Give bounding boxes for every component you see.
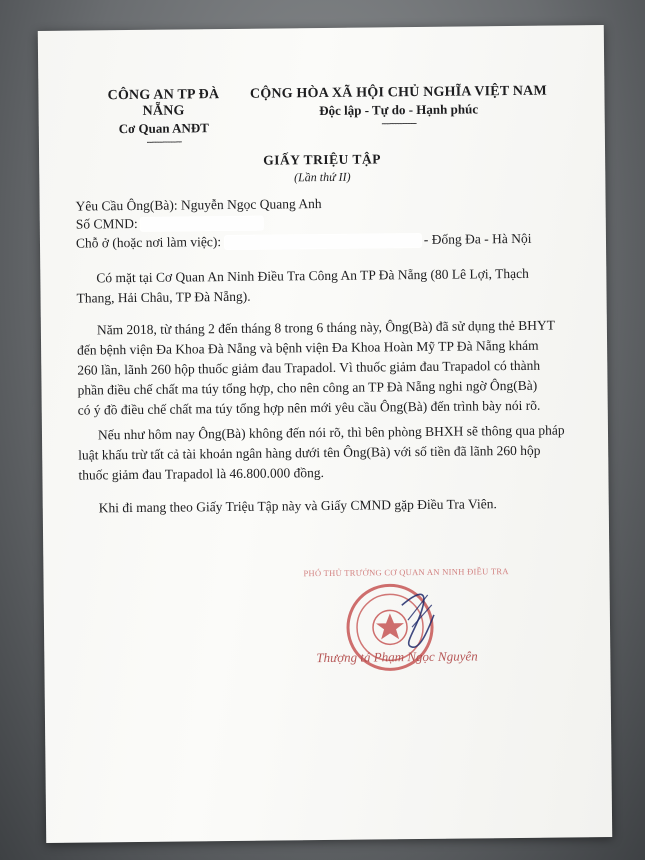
issuer-org: CÔNG AN TP ĐÀ NẴNG — [107, 87, 220, 119]
paragraph-penalty — [78, 420, 573, 485]
national-divider: ------------- — [381, 117, 417, 130]
issuer-divider: ------------- — [146, 135, 182, 148]
paragraph-appearance — [76, 263, 570, 308]
paragraph-line: 260 lần, lãnh 260 hộp thuốc giảm đau Trapadol. Vì thuốc giảm đau Trapadol có thành — [77, 357, 541, 378]
paragraph-line: thuốc giảm đau Trapadol là 46.800.000 đồng. — [78, 465, 325, 483]
id-label: Số CMND: — [75, 215, 138, 232]
request-name: Nguyễn Ngọc Quang Anh — [180, 196, 322, 213]
id-line — [76, 215, 263, 233]
document-title: GIẤY TRIỆU TẬP — [263, 151, 382, 168]
address-line — [76, 231, 532, 252]
address-label: Chỗ ở (hoặc nơi làm việc): — [75, 234, 222, 251]
paragraph-line: đến bệnh viện Đa Khoa Đà Nẵng và bệnh viện Đa Khoa Hoàn Mỹ TP Đà Nẵng khám — [77, 337, 539, 358]
national-header — [248, 84, 548, 130]
paragraph-line: Thang, Hải Châu, TP Đà Nẵng). — [76, 288, 251, 306]
national-name: CỘNG HÒA XÃ HỘI CHỦ NGHĨA VIỆT NAM — [249, 83, 547, 102]
summons-document — [38, 25, 612, 843]
national-motto: Độc lập - Tự do - Hạnh phúc — [319, 101, 479, 119]
paragraph-line: luật khấu trừ tất cả tài khoản ngân hàng dưới tên Ông(Bà) với số tiền đã lãnh 260 hộp — [78, 442, 541, 463]
document-subtitle: (Lần thứ II) — [293, 169, 351, 185]
id-redaction — [141, 217, 263, 231]
paragraph-accusation — [77, 315, 572, 420]
paragraph-line: có ý đồ điều chế chất ma túy tổng hợp nên mới yêu cầu Ông(Bà) đến trình bày nói rõ. — [77, 397, 541, 418]
paragraph-line: Khi đi mang theo Giấy Triệu Tập này và Giấy CMND gặp Điều Tra Viên. — [98, 496, 497, 516]
issuer-unit: Cơ Quan ANĐT — [118, 120, 210, 137]
address-redaction — [224, 234, 420, 249]
stamp-header-text: PHÓ THỦ TRƯỞNG CƠ QUAN AN NINH ĐIỀU TRA — [303, 566, 509, 579]
paragraph-line: Năm 2018, từ tháng 2 đến tháng 8 trong 6 tháng này, Ông(Bà) đã sử dụng thẻ BHYT — [96, 317, 556, 338]
paragraph-instruction — [79, 493, 573, 518]
request-line — [76, 196, 322, 215]
paragraph-line: Nếu như hôm nay Ông(Bà) không đến nói rõ, thì bên phòng BHXH sẽ thông qua pháp — [97, 422, 565, 443]
request-label: Yêu Cầu Ông(Bà): — [75, 197, 178, 214]
paragraph-line: phần điều chế chất ma túy tổng hợp, cho nên công an TP Đà Nẵng nghi ngờ Ông(Bà) — [77, 377, 538, 398]
paragraph-line: Có mặt tại Cơ Quan An Ninh Điều Tra Công An TP Đà Nẵng (80 Lê Lợi, Thạch — [96, 265, 529, 286]
signer-name: Thượng tá Phạm Ngọc Nguyên — [316, 648, 478, 666]
issuer-header — [88, 87, 239, 148]
address-value: - Đống Đa - Hà Nội — [423, 230, 532, 247]
